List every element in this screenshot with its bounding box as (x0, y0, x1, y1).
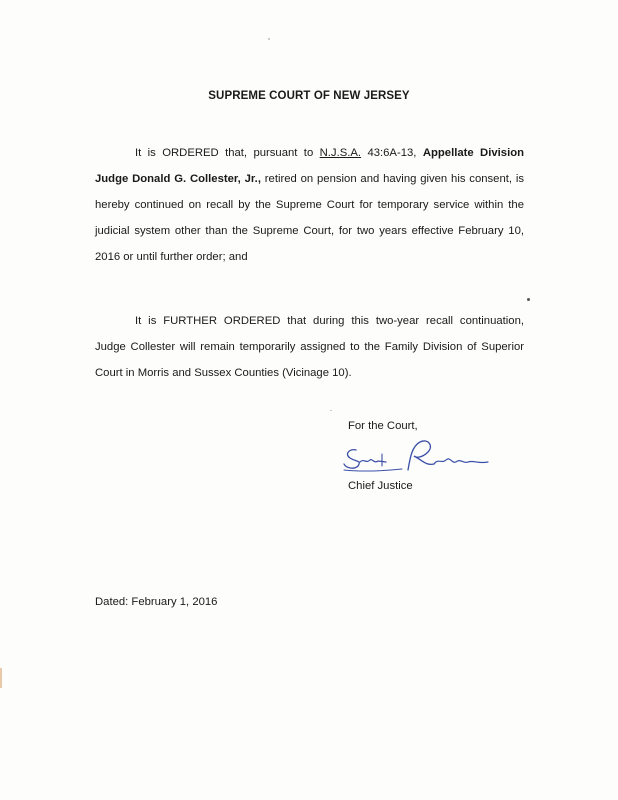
scan-speck (330, 410, 332, 411)
page-title: SUPREME COURT OF NEW JERSEY (208, 90, 410, 102)
scan-speck (268, 38, 270, 40)
para1-text-3: retired on pension and having given his consent, is hereby continued on recall by the Supreme Court for temporary service within the judicial system other than the Supreme Court, for two years effective February 10, 2016 or until further order; and (95, 173, 524, 263)
scan-edge-mark (0, 668, 2, 688)
para2-text: It is FURTHER ORDERED that during this two-year recall continuation, Judge Collester will remain temporarily assigned to the Family Division of Superior Court in Morris and Sussex Counties (Vicinage 10). (95, 315, 524, 379)
order-paragraph-1 (95, 140, 524, 270)
para1-text-2: 43:6A-13, (361, 147, 423, 159)
chief-justice-label: Chief Justice (348, 480, 413, 492)
for-the-court-label: For the Court, (348, 420, 418, 432)
judge-name: Appellate Division Judge Donald G. Collester, Jr., (95, 147, 525, 185)
dated-line: Dated: February 1, 2016 (95, 596, 218, 608)
handwritten-signature (342, 436, 502, 476)
scan-speck (527, 298, 530, 301)
para1-text-1: It is ORDERED that, pursuant to (135, 147, 320, 159)
order-paragraph-2 (95, 308, 524, 386)
statute-citation: N.J.S.A. (319, 147, 362, 159)
